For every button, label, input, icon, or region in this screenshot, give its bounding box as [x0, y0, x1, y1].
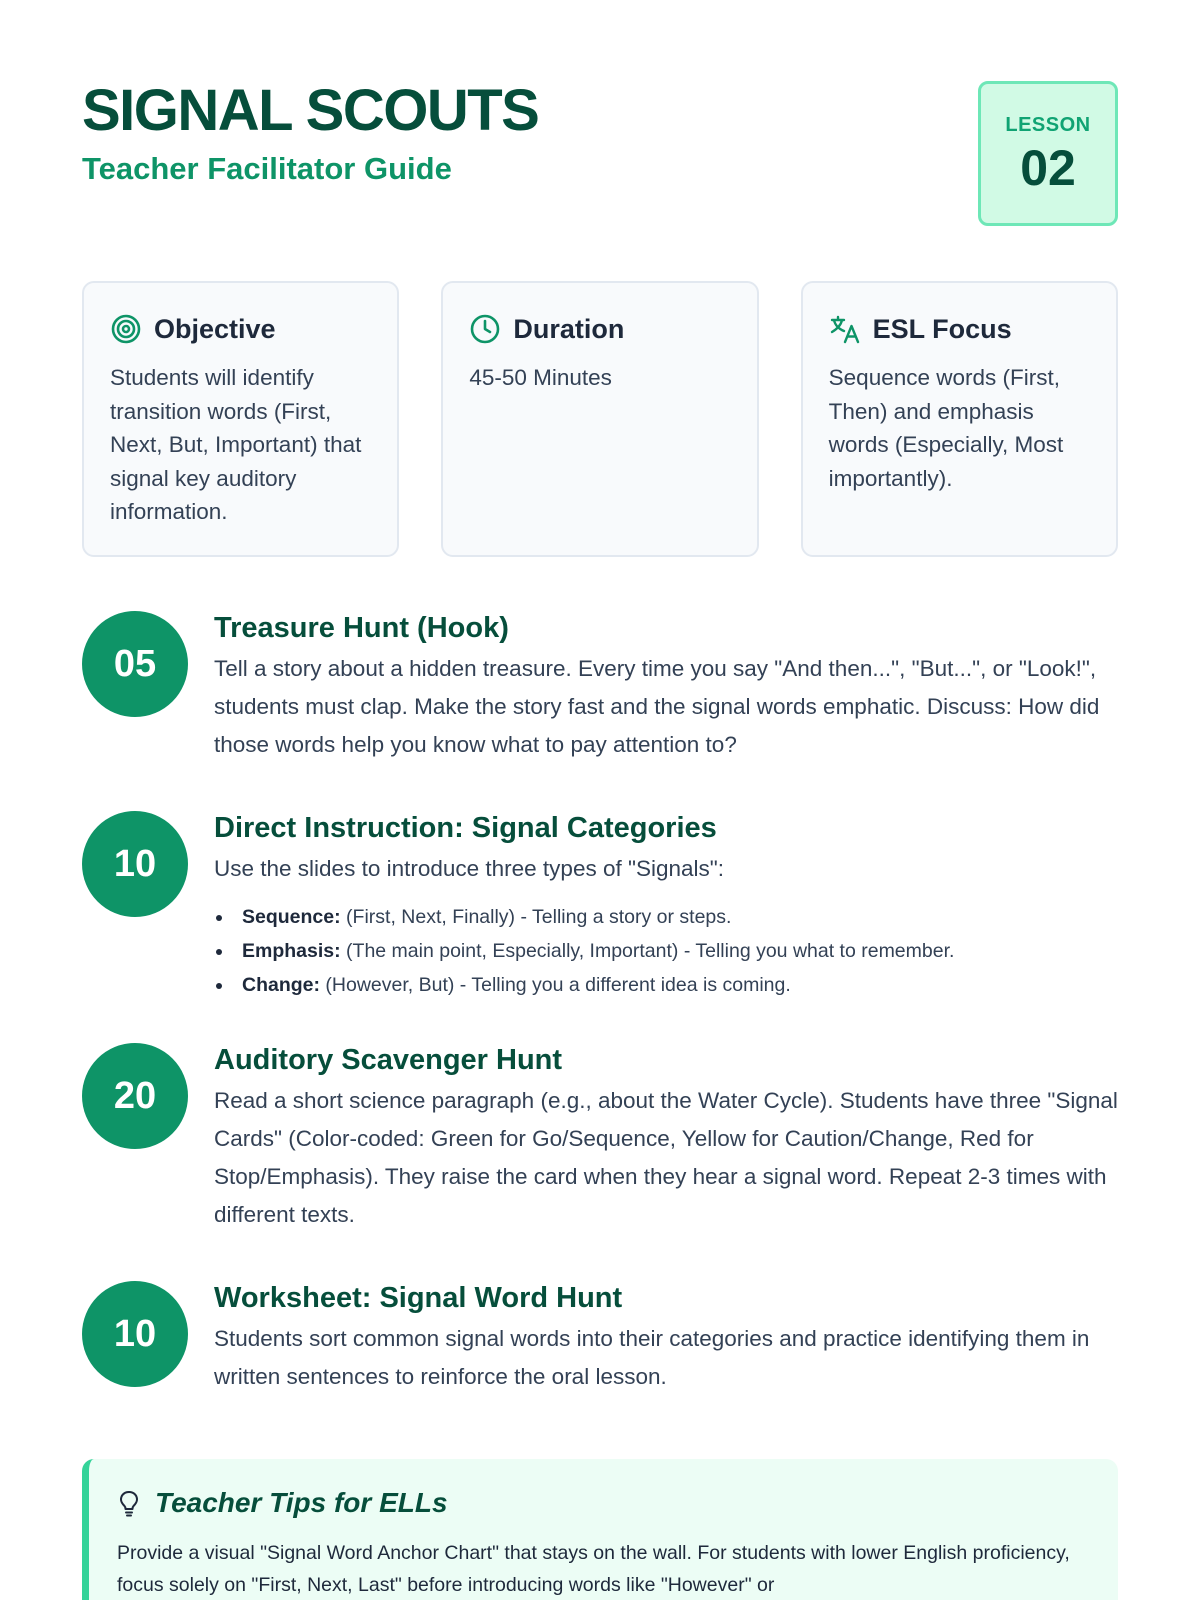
page-subtitle: Teacher Facilitator Guide [82, 151, 452, 186]
list-item [214, 900, 1118, 934]
duration-text: 45-50 Minutes [469, 365, 612, 390]
lesson-label: LESSON [1005, 114, 1091, 136]
step-minutes-badge: 05 [82, 611, 188, 717]
step-minutes-badge: 10 [82, 811, 188, 917]
step-minutes-badge: 20 [82, 1043, 188, 1149]
signal-category-list [214, 900, 1118, 1002]
tips-title: Teacher Tips for ELLs [155, 1487, 448, 1518]
list-item-term: Change: [242, 974, 320, 996]
esl-focus-text: Sequence words (First, Then) and emphasis words (Especially, Most importantly). [828, 365, 1064, 491]
step-minutes-badge: 10 [82, 1281, 188, 1387]
list-item [214, 934, 1118, 968]
step-worksheet [82, 1281, 1118, 1396]
step-direct-instruction [82, 811, 1118, 1002]
step-hook [82, 611, 1118, 764]
duration-card [441, 281, 758, 557]
list-item-desc: (The main point, Especially, Important) - Telling you what to remember. [346, 940, 955, 962]
header [82, 0, 1118, 260]
teacher-tips-box [82, 1459, 1118, 1600]
lesson-badge [978, 81, 1118, 226]
step-text: Students sort common signal words into their categories and practice identifying them in written sentences to reinforce the oral lesson. [214, 1326, 1090, 1389]
step-title: Treasure Hunt (Hook) [214, 612, 509, 644]
objective-title: Objective [154, 313, 276, 344]
lesson-number: 02 [1020, 140, 1076, 196]
step-text: Read a short science paragraph (e.g., about the Water Cycle). Students have three "Signal Cards" (Color-coded: Green for Go/Sequence, Yellow for Caution/Change, Red for Stop/Emphasis). They raise the card when they hear a signal word. Repeat 2-3 times with different texts. [214, 1088, 1118, 1227]
tips-text: Provide a visual "Signal Word Anchor Chart" that stays on the wall. For students with lower English proficiency, focus solely on "First, Next, Last" before introducing words like "However" or [117, 1542, 1070, 1596]
step-scavenger-hunt [82, 1043, 1118, 1234]
esl-focus-card [801, 281, 1118, 557]
step-text: Tell a story about a hidden treasure. Every time you say "And then...", "But...", or "Look!", students must clap. Make the story fast and the signal words emphatic. Discuss: How did those words help you know what to pay attention to? [214, 656, 1100, 757]
step-title: Direct Instruction: Signal Categories [214, 812, 717, 844]
list-item-term: Emphasis: [242, 940, 341, 962]
lightbulb-icon [117, 1489, 141, 1517]
list-item-desc: (However, But) - Telling you a different idea is coming. [325, 974, 791, 996]
objective-card [82, 281, 399, 557]
page-title: SIGNAL SCOUTS [82, 78, 539, 143]
clock-icon [469, 313, 501, 345]
duration-title: Duration [513, 313, 625, 344]
step-title: Worksheet: Signal Word Hunt [214, 1282, 623, 1314]
list-item [214, 968, 1118, 1002]
list-item-desc: (First, Next, Finally) - Telling a story or steps. [346, 906, 732, 928]
translate-icon [829, 313, 861, 345]
objective-text: Students will identify transition words (First, Next, But, Important) that signal key auditory information. [110, 365, 362, 524]
info-cards [82, 281, 1118, 557]
step-title: Auditory Scavenger Hunt [214, 1044, 563, 1076]
list-item-term: Sequence: [242, 906, 341, 928]
esl-focus-title: ESL Focus [872, 313, 1012, 344]
step-text: Use the slides to introduce three types of "Signals": [214, 856, 724, 881]
target-icon [110, 313, 142, 345]
